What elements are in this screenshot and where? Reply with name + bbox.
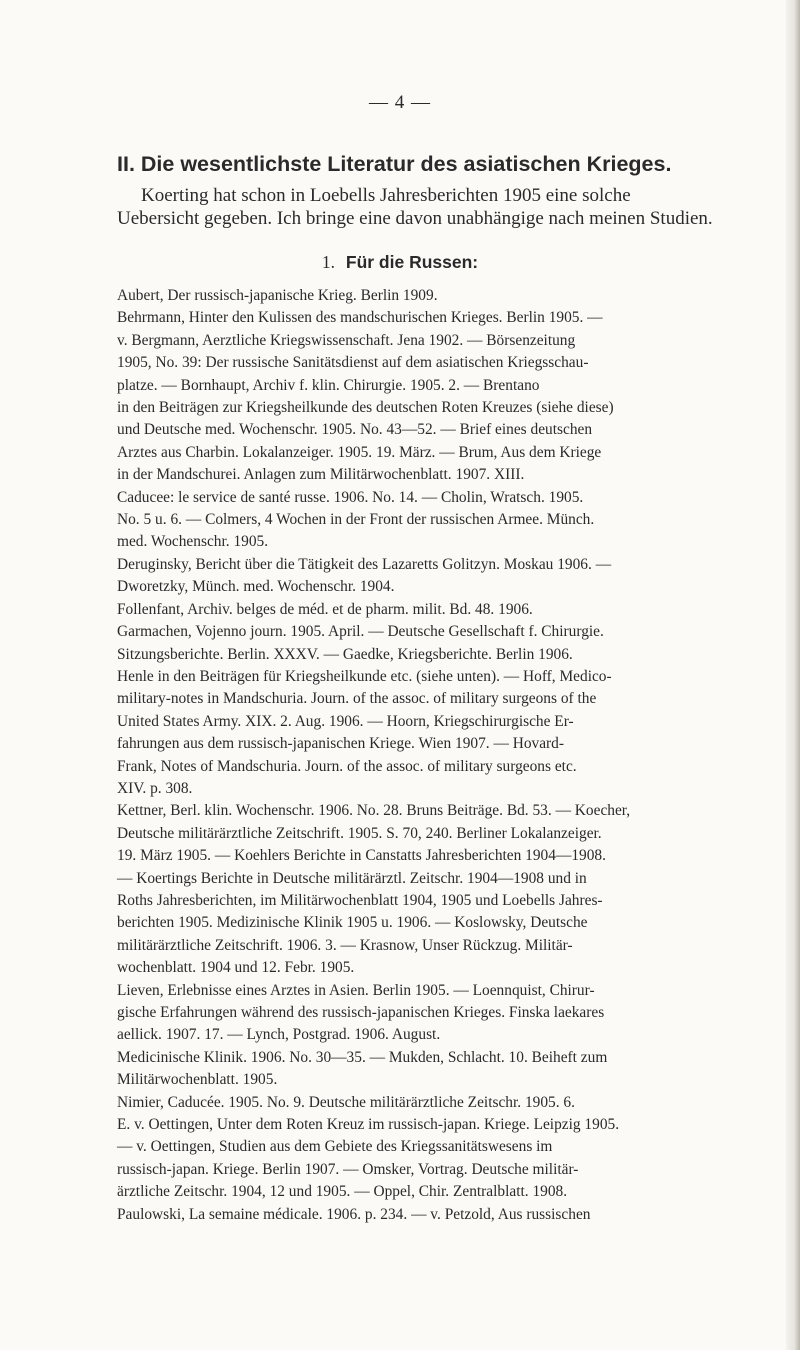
bibliography-entry <box>117 800 792 979</box>
bibliography-entry <box>117 980 792 1047</box>
entry-line: platze. — Bornhaupt, Archiv f. klin. Chirurgie. 1905. 2. — Brentano <box>117 376 540 394</box>
entry-line: Dworetzky, Münch. med. Wochenschr. 1904. <box>117 578 395 596</box>
subsection-heading <box>0 252 800 273</box>
entry-line: Behrmann, Hinter den Kulissen des mandschurischen Krieges. Berlin 1905. — <box>117 309 603 327</box>
entry-line: gische Erfahrungen während des russisch-japanischen Krieges. Finska laekares <box>117 1004 605 1021</box>
entry-line: med. Wochenschr. 1905. <box>117 533 269 551</box>
entry-line: Arztes aus Charbin. Lokalanzeiger. 1905. 19. März. — Brum, Aus dem Kriege <box>117 443 602 461</box>
entry-line: Medicinische Klinik. 1906. No. 30—35. — Mukden, Schlacht. 10. Beiheft zum <box>117 1048 608 1066</box>
entry-line: Garmachen, Vojenno journ. 1905. April. — Deutsche Gesellschaft f. Chirurgie. <box>117 623 604 641</box>
bibliography-list <box>117 285 792 1226</box>
entry-line: Henle in den Beiträgen für Kriegsheilkunde etc. (siehe unten). — Hoff, Medico- <box>117 667 612 685</box>
bibliography-entry <box>117 621 792 666</box>
bibliography-entry <box>117 487 792 554</box>
bibliography-entry <box>117 599 792 621</box>
subsection-label: Für die Russen: <box>345 252 479 272</box>
entry-line: Follenfant, Archiv. belges de méd. et de pharm. milit. Bd. 48. 1906. <box>117 600 533 618</box>
intro-paragraph <box>117 184 792 230</box>
bibliography-entry <box>117 1047 792 1092</box>
entry-line: Kettner, Berl. klin. Wochenschr. 1906. No. 28. Bruns Beiträge. Bd. 53. — Koecher, <box>117 802 631 820</box>
entry-line: ärztliche Zeitschr. 1904, 12 und 1905. — Oppel, Chir. Zentralblatt. 1908. <box>117 1183 568 1201</box>
entry-line: No. 5 u. 6. — Colmers, 4 Wochen in der Front der russischen Armee. Münch. <box>117 511 595 529</box>
entry-line: Sitzungsberichte. Berlin. XXXV. — Gaedke, Kriegsberichte. Berlin 1906. <box>117 645 573 663</box>
bibliography-entry <box>117 1114 792 1204</box>
entry-line: aellick. 1907. 17. — Lynch, Postgrad. 1906. August. <box>117 1026 441 1044</box>
entry-line: berichten 1905. Medizinische Klinik 1905 u. 1906. — Koslowsky, Deutsche <box>117 914 588 932</box>
entry-line: Frank, Notes of Mandschuria. Journ. of the assoc. of military surgeons etc. <box>117 757 577 775</box>
entry-line: militärärztliche Zeitschrift. 1906. 3. — Krasnow, Unser Rückzug. Militär- <box>117 936 573 954</box>
bibliography-entry <box>117 307 792 486</box>
entry-line: Militärwochenblatt. 1905. <box>117 1071 278 1089</box>
entry-line: E. v. Oettingen, Unter dem Roten Kreuz im russisch-japan. Kriege. Leipzig 1905. <box>117 1116 620 1134</box>
entry-line: Lieven, Erlebnisse eines Arztes in Asien. Berlin 1905. — Loennquist, Chirur- <box>117 981 595 999</box>
entry-line: wochenblatt. 1904 und 12. Febr. 1905. <box>117 959 355 977</box>
subsection-number: 1. <box>321 252 335 272</box>
bibliography-entry <box>117 285 792 307</box>
entry-line: fahrungen aus dem russisch-japanischen Kriege. Wien 1907. — Hovard- <box>117 735 565 753</box>
entry-line: v. Bergmann, Aerztliche Kriegswissenschaft. Jena 1902. — Börsenzeitung <box>117 331 576 349</box>
entry-line: in der Mandschurei. Anlagen zum Militärwochenblatt. 1907. XIII. <box>117 466 525 484</box>
section-heading: II. Die wesentlichste Literatur des asiatischen Krieges. <box>117 152 672 176</box>
entry-line: — Koertings Berichte in Deutsche militärärztl. Zeitschr. 1904—1908 und in <box>117 869 587 887</box>
intro-line-1: Koerting hat schon in Loebells Jahresberichten 1905 eine solche <box>141 185 631 206</box>
entry-line: 1905, No. 39: Der russische Sanitätsdienst auf dem asiatischen Kriegsschau- <box>117 354 589 372</box>
bibliography-entry <box>117 554 792 599</box>
bibliography-entry <box>117 666 792 800</box>
entry-line: XIV. p. 308. <box>117 779 193 797</box>
entry-line: — v. Oettingen, Studien aus dem Gebiete des Kriegssanitätswesens im <box>117 1138 553 1156</box>
entry-line: und Deutsche med. Wochenschr. 1905. No. 43—52. — Brief eines deutschen <box>117 421 593 439</box>
entry-line: Aubert, Der russisch-japanische Krieg. Berlin 1909. <box>117 287 438 304</box>
entry-line: Paulowski, La semaine médicale. 1906. p. 234. — v. Petzold, Aus russischen <box>117 1205 591 1223</box>
bibliography-entry <box>117 1092 792 1114</box>
entry-line: Nimier, Caducée. 1905. No. 9. Deutsche militärärztliche Zeitschr. 1905. 6. <box>117 1093 575 1111</box>
entry-line: in den Beiträgen zur Kriegsheilkunde des deutschen Roten Kreuzes (siehe diese) <box>117 399 614 417</box>
entry-line: Deutsche militärärztliche Zeitschrift. 1905. S. 70, 240. Berliner Lokalanzeiger. <box>117 824 602 842</box>
bibliography-entry <box>117 1204 792 1226</box>
intro-line-2: Uebersicht gegeben. Ich bringe eine davon unabhängige nach meinen Studien. <box>117 208 713 229</box>
page-number: — 4 — <box>369 92 431 113</box>
entry-line: Roths Jahresberichten, im Militärwochenblatt 1904, 1905 und Loebells Jahres- <box>117 891 603 909</box>
entry-line: Caducee: le service de santé russe. 1906. No. 14. — Cholin, Wratsch. 1905. <box>117 488 584 506</box>
entry-line: military-notes in Mandschuria. Journ. of the assoc. of military surgeons of the <box>117 690 597 708</box>
entry-line: 19. März 1905. — Koehlers Berichte in Canstatts Jahresberichten 1904—1908. <box>117 847 606 865</box>
entry-line: United States Army. XIX. 2. Aug. 1906. — Hoorn, Kriegschirurgische Er- <box>117 712 574 730</box>
entry-line: russisch-japan. Kriege. Berlin 1907. — Omsker, Vortrag. Deutsche militär- <box>117 1160 579 1178</box>
entry-line: Deruginsky, Bericht über die Tätigkeit des Lazaretts Golitzyn. Moskau 1906. — <box>117 555 612 573</box>
